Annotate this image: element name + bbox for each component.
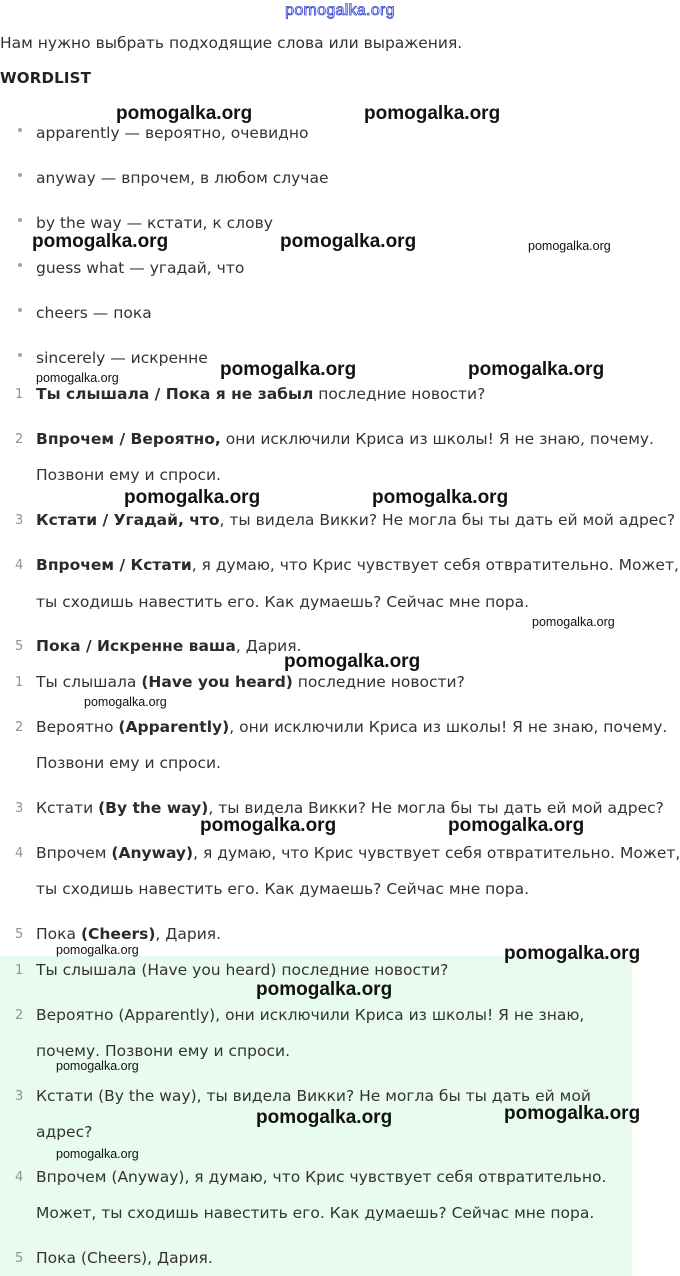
- watermark: pomogalka.org: [200, 815, 337, 836]
- watermark: pomogalka.org: [468, 359, 605, 380]
- watermark: pomogalka.org: [220, 359, 357, 380]
- bullet-icon: [18, 218, 22, 222]
- watermark: pomogalka.org: [284, 651, 421, 672]
- watermark: pomogalka.org: [256, 979, 393, 1000]
- watermark: pomogalka.org: [280, 231, 417, 252]
- bullet-icon: [18, 353, 22, 357]
- wordlist-title: WORDLIST: [0, 69, 92, 87]
- watermark: pomogalka.org: [528, 239, 611, 253]
- bullet-icon: [18, 263, 22, 267]
- watermark: pomogalka.org: [504, 943, 641, 964]
- watermark: pomogalka.org: [364, 103, 501, 124]
- watermark: pomogalka.org: [448, 815, 585, 836]
- bullet-icon: [18, 128, 22, 132]
- intro-text: Нам нужно выбрать подходящие слова или выражения.: [0, 34, 463, 52]
- watermark: pomogalka.org: [504, 1103, 641, 1124]
- watermark: pomogalka.org: [84, 695, 167, 709]
- watermark: pomogalka.org: [56, 1147, 139, 1161]
- watermark: pomogalka.org: [56, 1059, 139, 1073]
- watermark: pomogalka.org: [372, 487, 509, 508]
- watermark: pomogalka.org: [116, 103, 253, 124]
- watermark: pomogalka.org: [36, 371, 119, 385]
- watermark: pomogalka.org: [256, 1107, 393, 1128]
- bullet-icon: [18, 308, 22, 312]
- watermark: pomogalka.org: [56, 943, 139, 957]
- watermark: pomogalka.org: [532, 615, 615, 629]
- watermark: pomogalka.org: [124, 487, 261, 508]
- watermark: pomogalka.org: [32, 231, 169, 252]
- site-watermark-header: pomogalka.org: [285, 2, 395, 19]
- bullet-icon: [18, 173, 22, 177]
